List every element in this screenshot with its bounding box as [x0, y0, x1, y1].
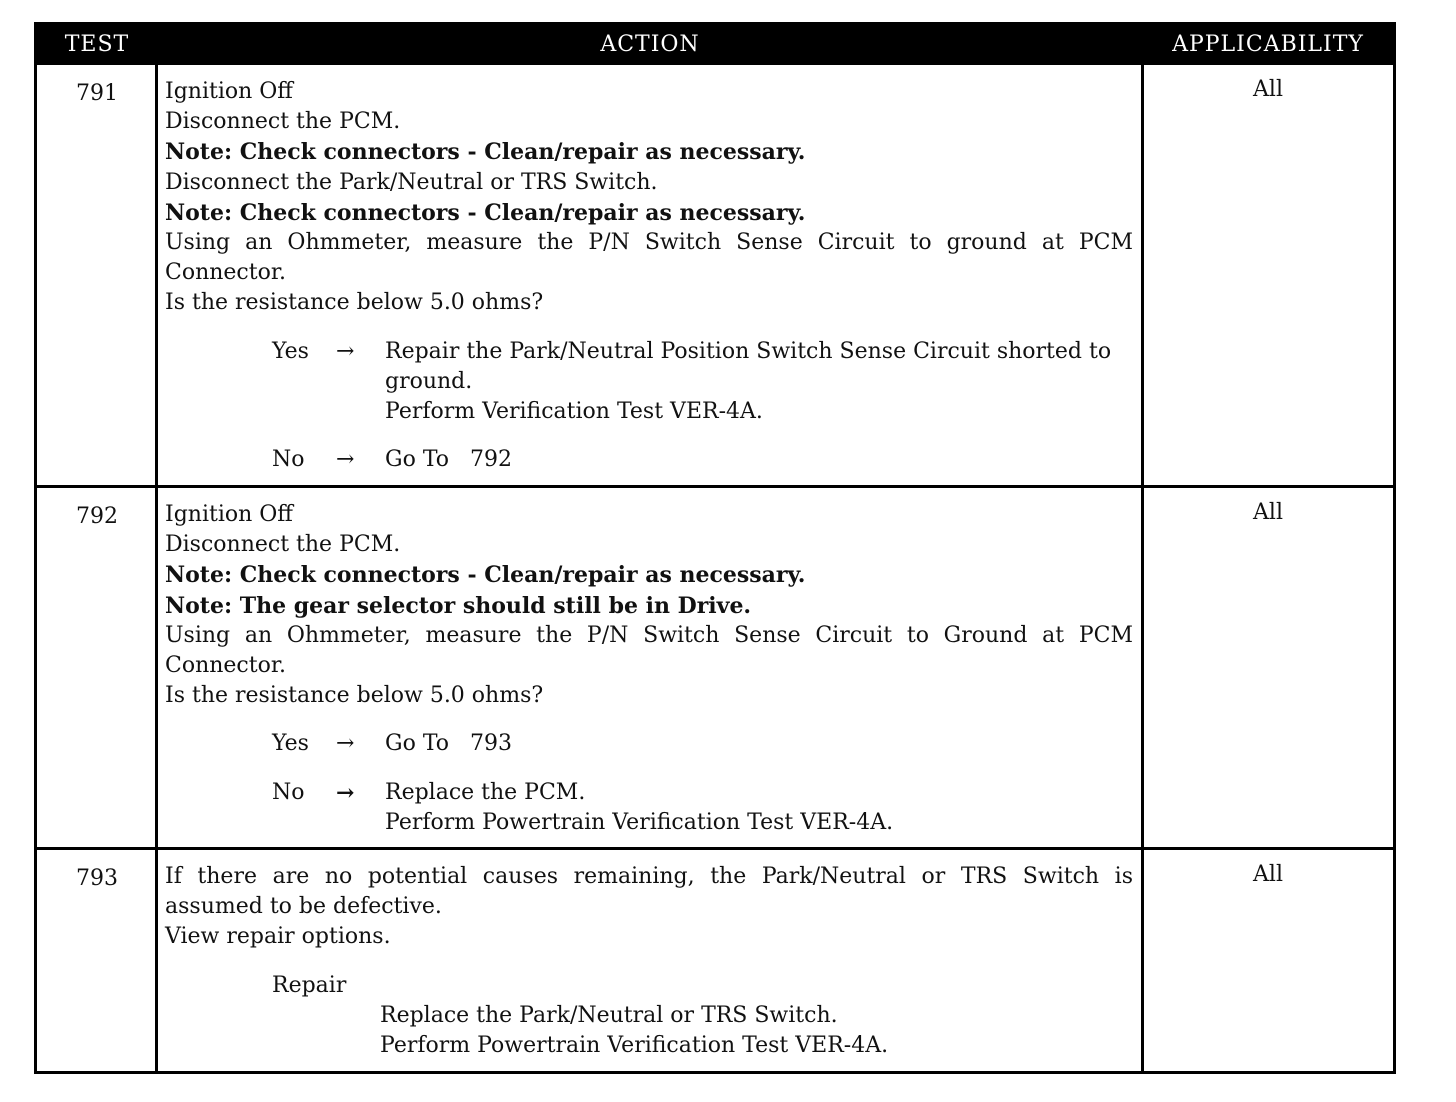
action-line: Using an Ohmmeter, measure the P/N Switch Sense Circuit to Ground at PCM Connector. [165, 622, 1133, 679]
action-line: Ignition Off [165, 79, 293, 104]
branch-line: Go To 792 [385, 447, 512, 473]
action-line: Disconnect the PCM. [165, 109, 401, 135]
right-arrow-icon: → [336, 338, 355, 364]
branch-line: Perform Powertrain Verification Test VER-4A. [385, 809, 894, 835]
action-cell [165, 862, 1133, 1061]
action-line: Disconnect the PCM. [165, 532, 401, 558]
action-line: Ignition Off [165, 502, 293, 527]
applicability-value: All [1253, 500, 1283, 525]
right-arrow-icon: → [336, 779, 355, 806]
branch-line: Replace the PCM. [385, 779, 586, 805]
note-line: Note: The gear selector should still be in Drive. [165, 592, 752, 619]
table-row [37, 488, 1393, 850]
repair-label: Repair [272, 972, 347, 998]
action-cell [165, 500, 1133, 838]
yes-label: Yes [272, 731, 309, 757]
test-number: 792 [76, 504, 118, 529]
repair-line: Perform Powertrain Verification Test VER-4A. [380, 1033, 889, 1059]
right-arrow-icon: → [336, 731, 355, 757]
action-line: View repair options. [165, 924, 391, 950]
test-number: 791 [76, 81, 118, 106]
branch-line: Repair the Park/Neutral Position Switch Sense Circuit shorted to ground. [385, 338, 1112, 394]
yes-branch [272, 337, 1133, 428]
branch-line: Go To 793 [385, 731, 512, 757]
no-content [385, 778, 1133, 838]
no-content [385, 445, 1133, 475]
action-line: Disconnect the Park/Neutral or TRS Switch. [165, 169, 658, 195]
branch-line: Perform Verification Test VER-4A. [385, 399, 763, 425]
question-line: Is the resistance below 5.0 ohms? [165, 290, 544, 316]
action-line: If there are no potential causes remaining, the Park/Neutral or TRS Switch is assumed to be defective. [165, 864, 1133, 920]
note-line: Note: Check connectors - Clean/repair as necessary. [165, 562, 806, 589]
table-row [37, 65, 1393, 488]
no-branch [272, 445, 1133, 475]
header-action: ACTION [600, 32, 700, 57]
test-number: 793 [76, 866, 118, 891]
note-line: Note: Check connectors - Clean/repair as necessary. [165, 139, 806, 166]
column-divider [1141, 65, 1144, 1071]
no-label: No [272, 779, 305, 805]
right-arrow-icon: → [336, 447, 355, 473]
table-header [37, 25, 1393, 65]
repair-steps [380, 1001, 1133, 1061]
no-label: No [272, 447, 305, 473]
question-line: Is the resistance below 5.0 ohms? [165, 683, 544, 709]
column-divider [155, 65, 158, 1071]
action-line: Using an Ohmmeter, measure the P/N Switch Sense Circuit to ground at PCM Connector. [165, 230, 1133, 286]
yes-content [385, 337, 1133, 428]
header-test: TEST [64, 32, 130, 57]
applicability-value: All [1253, 77, 1283, 102]
header-applicability: APPLICABILITY [1172, 32, 1364, 57]
applicability-value: All [1253, 862, 1283, 887]
no-branch [272, 778, 1133, 838]
table-row [37, 850, 1393, 1074]
repair-block [272, 971, 1133, 1062]
yes-label: Yes [272, 338, 309, 364]
repair-line: Replace the Park/Neutral or TRS Switch. [380, 1002, 838, 1028]
yes-content [385, 729, 1133, 759]
diagnostic-test-table [34, 22, 1396, 1074]
yes-branch [272, 729, 1133, 759]
note-line: Note: Check connectors - Clean/repair as necessary. [165, 199, 806, 226]
action-cell [165, 77, 1133, 475]
